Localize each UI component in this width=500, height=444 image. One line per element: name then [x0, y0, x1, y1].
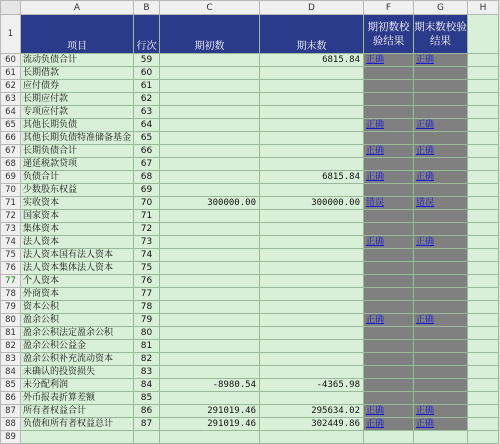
line-number-cell[interactable]: 77: [134, 288, 160, 301]
end-amount-cell[interactable]: [260, 106, 364, 119]
empty-cell[interactable]: [468, 197, 499, 210]
begin-amount-cell[interactable]: [160, 158, 260, 171]
row-number[interactable]: 78: [1, 288, 21, 301]
end-amount-cell[interactable]: 6815.84: [260, 171, 364, 184]
begin-amount-cell[interactable]: 300000.00: [160, 197, 260, 210]
item-name-cell[interactable]: 负债和所有者权益总计: [21, 418, 134, 431]
table-row: [1, 106, 499, 119]
row-number[interactable]: 60: [1, 54, 21, 67]
item-name-cell[interactable]: 其他长期负债特准储备基金: [21, 132, 134, 145]
line-number-cell[interactable]: 63: [134, 106, 160, 119]
empty-cell[interactable]: [468, 184, 499, 197]
end-amount-cell[interactable]: [260, 184, 364, 197]
check-begin-cell[interactable]: [364, 210, 414, 223]
row-number[interactable]: 82: [1, 340, 21, 353]
column-header-a[interactable]: A: [21, 1, 134, 15]
line-number-cell[interactable]: 83: [134, 366, 160, 379]
empty-cell[interactable]: [468, 54, 499, 67]
check-end-cell[interactable]: [414, 392, 468, 405]
check-end-cell[interactable]: 正确: [414, 145, 468, 158]
row-number[interactable]: 79: [1, 301, 21, 314]
begin-amount-cell[interactable]: -8980.54: [160, 379, 260, 392]
begin-amount-cell[interactable]: [160, 119, 260, 132]
begin-amount-cell[interactable]: [160, 327, 260, 340]
row-number[interactable]: 71: [1, 197, 21, 210]
check-end-cell[interactable]: 正确: [414, 54, 468, 67]
end-amount-cell[interactable]: 295634.02: [260, 405, 364, 418]
check-end-cell[interactable]: [414, 431, 468, 444]
line-number-cell[interactable]: 59: [134, 54, 160, 67]
begin-amount-cell[interactable]: [160, 80, 260, 93]
row-number[interactable]: 88: [1, 418, 21, 431]
check-end-cell[interactable]: [414, 210, 468, 223]
item-name-cell[interactable]: 长期应付款: [21, 93, 134, 106]
empty-cell[interactable]: [468, 353, 499, 366]
empty-cell[interactable]: [468, 431, 499, 444]
item-name-cell[interactable]: 流动负债合计: [21, 54, 134, 67]
item-name-cell[interactable]: 外币报表折算差额: [21, 392, 134, 405]
line-number-cell[interactable]: 74: [134, 249, 160, 262]
row-number[interactable]: 89: [1, 431, 21, 444]
item-name-cell[interactable]: 应付债券: [21, 80, 134, 93]
empty-cell[interactable]: [468, 171, 499, 184]
column-header-c[interactable]: C: [160, 1, 260, 15]
begin-amount-cell[interactable]: [160, 145, 260, 158]
end-amount-cell[interactable]: [260, 366, 364, 379]
check-begin-cell[interactable]: 正确: [364, 54, 414, 67]
empty-cell[interactable]: [468, 275, 499, 288]
column-header-h[interactable]: H: [468, 1, 499, 15]
item-name-cell[interactable]: 法人资本集体法人资本: [21, 262, 134, 275]
item-name-cell[interactable]: 递延税款贷项: [21, 158, 134, 171]
check-begin-cell[interactable]: 正确: [364, 171, 414, 184]
check-end-cell[interactable]: 正确: [414, 418, 468, 431]
line-number-cell[interactable]: 82: [134, 353, 160, 366]
end-amount-cell[interactable]: [260, 132, 364, 145]
check-end-cell[interactable]: 正确: [414, 236, 468, 249]
row-number[interactable]: 63: [1, 93, 21, 106]
line-number-cell[interactable]: 78: [134, 301, 160, 314]
row-number[interactable]: 81: [1, 327, 21, 340]
table-row: [1, 158, 499, 171]
item-name-cell[interactable]: 实收资本: [21, 197, 134, 210]
check-end-cell[interactable]: [414, 301, 468, 314]
header-check-begin[interactable]: 期初数校验结果: [364, 15, 414, 54]
row-number[interactable]: 83: [1, 353, 21, 366]
table-row: [1, 197, 499, 210]
check-end-cell[interactable]: [414, 379, 468, 392]
line-number-cell[interactable]: 66: [134, 145, 160, 158]
end-amount-cell[interactable]: 302449.86: [260, 418, 364, 431]
check-end-cell[interactable]: 正确: [414, 171, 468, 184]
table-row: [1, 236, 499, 249]
begin-amount-cell[interactable]: [160, 275, 260, 288]
check-end-cell[interactable]: 正确: [414, 314, 468, 327]
check-end-cell[interactable]: [414, 158, 468, 171]
table-row: [1, 262, 499, 275]
check-end-cell[interactable]: [414, 275, 468, 288]
empty-cell[interactable]: [468, 158, 499, 171]
line-number-cell[interactable]: 86: [134, 405, 160, 418]
begin-amount-cell[interactable]: [160, 431, 260, 444]
check-begin-cell[interactable]: 正确: [364, 405, 414, 418]
begin-amount-cell[interactable]: [160, 54, 260, 67]
check-begin-cell[interactable]: [364, 80, 414, 93]
item-name-cell[interactable]: 少数股东权益: [21, 184, 134, 197]
check-end-cell[interactable]: [414, 223, 468, 236]
check-end-cell[interactable]: [414, 80, 468, 93]
row-number[interactable]: 68: [1, 158, 21, 171]
empty-cell[interactable]: [468, 106, 499, 119]
check-begin-cell[interactable]: [364, 275, 414, 288]
table-row: [1, 249, 499, 262]
check-end-cell[interactable]: [414, 184, 468, 197]
end-amount-cell[interactable]: [260, 145, 364, 158]
end-amount-cell[interactable]: [260, 353, 364, 366]
check-begin-cell[interactable]: [364, 249, 414, 262]
empty-cell[interactable]: [468, 119, 499, 132]
check-begin-cell[interactable]: [364, 431, 414, 444]
table-row: [1, 80, 499, 93]
item-name-cell[interactable]: 专项应付款: [21, 106, 134, 119]
table-row: [1, 171, 499, 184]
end-amount-cell[interactable]: [260, 340, 364, 353]
table-row: [1, 366, 499, 379]
item-name-cell[interactable]: 负债合计: [21, 171, 134, 184]
item-name-cell[interactable]: 集体资本: [21, 223, 134, 236]
end-amount-cell[interactable]: [260, 301, 364, 314]
begin-amount-cell[interactable]: [160, 314, 260, 327]
begin-amount-cell[interactable]: [160, 249, 260, 262]
check-end-cell[interactable]: [414, 340, 468, 353]
table-row: [1, 210, 499, 223]
check-begin-cell[interactable]: 正确: [364, 314, 414, 327]
line-number-cell[interactable]: 79: [134, 314, 160, 327]
table-row: [1, 314, 499, 327]
line-number-cell[interactable]: 73: [134, 236, 160, 249]
begin-amount-cell[interactable]: 291019.46: [160, 405, 260, 418]
end-amount-cell[interactable]: [260, 67, 364, 80]
line-number-cell[interactable]: [134, 431, 160, 444]
check-begin-cell[interactable]: 错误: [364, 197, 414, 210]
item-name-cell[interactable]: 长期借款: [21, 67, 134, 80]
table-row: [1, 93, 499, 106]
line-number-cell[interactable]: 75: [134, 262, 160, 275]
check-end-cell[interactable]: [414, 366, 468, 379]
item-name-cell[interactable]: 法人资本: [21, 236, 134, 249]
check-end-cell[interactable]: 错误: [414, 197, 468, 210]
end-amount-cell[interactable]: -4365.98: [260, 379, 364, 392]
line-number-cell[interactable]: 70: [134, 197, 160, 210]
end-amount-cell[interactable]: [260, 392, 364, 405]
item-name-cell[interactable]: 盈余公积公益金: [21, 340, 134, 353]
empty-cell[interactable]: [468, 236, 499, 249]
begin-amount-cell[interactable]: [160, 210, 260, 223]
check-end-cell[interactable]: [414, 327, 468, 340]
check-end-cell[interactable]: 正确: [414, 405, 468, 418]
line-number-cell[interactable]: 64: [134, 119, 160, 132]
row-number[interactable]: 70: [1, 184, 21, 197]
begin-amount-cell[interactable]: [160, 340, 260, 353]
header-begin[interactable]: 期初数: [160, 15, 260, 54]
line-number-cell[interactable]: 71: [134, 210, 160, 223]
empty-cell[interactable]: [468, 15, 499, 54]
row-number[interactable]: 1: [1, 15, 21, 54]
row-number[interactable]: 65: [1, 119, 21, 132]
empty-cell[interactable]: [468, 132, 499, 145]
row-number[interactable]: 85: [1, 379, 21, 392]
table-row: [1, 327, 499, 340]
column-header-row: [1, 1, 499, 15]
header-line[interactable]: 行次: [134, 15, 160, 54]
item-name-cell[interactable]: 未确认的投资损失: [21, 366, 134, 379]
item-name-cell[interactable]: 资本公积: [21, 301, 134, 314]
check-end-cell[interactable]: [414, 262, 468, 275]
item-name-cell[interactable]: [21, 431, 134, 444]
check-begin-cell[interactable]: [364, 262, 414, 275]
row-number[interactable]: 86: [1, 392, 21, 405]
table-row: [1, 67, 499, 80]
empty-cell[interactable]: [468, 314, 499, 327]
table-row: [1, 132, 499, 145]
table-row: [1, 301, 499, 314]
check-end-cell[interactable]: 正确: [414, 119, 468, 132]
row-number[interactable]: 61: [1, 67, 21, 80]
header-check-end[interactable]: 期末数校验结果: [414, 15, 468, 54]
select-all-corner[interactable]: [1, 1, 21, 15]
check-end-cell[interactable]: [414, 132, 468, 145]
table-row: [1, 431, 499, 444]
check-begin-cell[interactable]: 正确: [364, 145, 414, 158]
end-amount-cell[interactable]: [260, 210, 364, 223]
check-begin-cell[interactable]: [364, 106, 414, 119]
begin-amount-cell[interactable]: [160, 106, 260, 119]
check-begin-cell[interactable]: [364, 93, 414, 106]
begin-amount-cell[interactable]: [160, 301, 260, 314]
end-amount-cell[interactable]: [260, 275, 364, 288]
row-number[interactable]: 76: [1, 262, 21, 275]
empty-cell[interactable]: [468, 145, 499, 158]
empty-cell[interactable]: [468, 379, 499, 392]
line-number-cell[interactable]: 81: [134, 340, 160, 353]
table-row: [1, 392, 499, 405]
check-begin-cell[interactable]: [364, 223, 414, 236]
item-name-cell[interactable]: 未分配利润: [21, 379, 134, 392]
row-number[interactable]: 74: [1, 236, 21, 249]
end-amount-cell[interactable]: [260, 119, 364, 132]
begin-amount-cell[interactable]: [160, 93, 260, 106]
end-amount-cell[interactable]: [260, 249, 364, 262]
check-end-cell[interactable]: [414, 249, 468, 262]
begin-amount-cell[interactable]: [160, 262, 260, 275]
empty-cell[interactable]: [468, 301, 499, 314]
column-header-g[interactable]: G: [414, 1, 468, 15]
row-number[interactable]: 75: [1, 249, 21, 262]
column-header-f[interactable]: F: [364, 1, 414, 15]
begin-amount-cell[interactable]: [160, 288, 260, 301]
table-header-row: [1, 15, 499, 54]
begin-amount-cell[interactable]: [160, 236, 260, 249]
check-end-cell[interactable]: [414, 288, 468, 301]
check-begin-cell[interactable]: [364, 158, 414, 171]
begin-amount-cell[interactable]: [160, 171, 260, 184]
empty-cell[interactable]: [468, 210, 499, 223]
end-amount-cell[interactable]: [260, 236, 364, 249]
begin-amount-cell[interactable]: [160, 392, 260, 405]
check-begin-cell[interactable]: [364, 392, 414, 405]
empty-cell[interactable]: [468, 340, 499, 353]
check-begin-cell[interactable]: [364, 184, 414, 197]
empty-cell[interactable]: [468, 67, 499, 80]
table-row: [1, 145, 499, 158]
check-begin-cell[interactable]: [364, 366, 414, 379]
check-begin-cell[interactable]: 正确: [364, 418, 414, 431]
table-row: [1, 184, 499, 197]
row-number[interactable]: 77: [1, 275, 21, 288]
line-number-cell[interactable]: 76: [134, 275, 160, 288]
row-number[interactable]: 87: [1, 405, 21, 418]
empty-cell[interactable]: [468, 392, 499, 405]
table-row: [1, 405, 499, 418]
header-end[interactable]: 期末数: [260, 15, 364, 54]
check-begin-cell[interactable]: [364, 353, 414, 366]
item-name-cell[interactable]: 个人资本: [21, 275, 134, 288]
empty-cell[interactable]: [468, 418, 499, 431]
end-amount-cell[interactable]: [260, 327, 364, 340]
row-number[interactable]: 62: [1, 80, 21, 93]
line-number-cell[interactable]: 69: [134, 184, 160, 197]
row-number[interactable]: 66: [1, 132, 21, 145]
row-number[interactable]: 69: [1, 171, 21, 184]
empty-cell[interactable]: [468, 262, 499, 275]
end-amount-cell[interactable]: [260, 93, 364, 106]
line-number-cell[interactable]: 62: [134, 93, 160, 106]
check-begin-cell[interactable]: [364, 327, 414, 340]
end-amount-cell[interactable]: [260, 431, 364, 444]
line-number-cell[interactable]: 84: [134, 379, 160, 392]
begin-amount-cell[interactable]: 291019.46: [160, 418, 260, 431]
column-header-d[interactable]: D: [260, 1, 364, 15]
line-number-cell[interactable]: 68: [134, 171, 160, 184]
line-number-cell[interactable]: 85: [134, 392, 160, 405]
table-row: [1, 353, 499, 366]
empty-cell[interactable]: [468, 80, 499, 93]
end-amount-cell[interactable]: 6815.84: [260, 54, 364, 67]
item-name-cell[interactable]: 其他长期负债: [21, 119, 134, 132]
check-begin-cell[interactable]: [364, 301, 414, 314]
item-name-cell[interactable]: 外商资本: [21, 288, 134, 301]
row-number[interactable]: 80: [1, 314, 21, 327]
empty-cell[interactable]: [468, 249, 499, 262]
column-header-b[interactable]: B: [134, 1, 160, 15]
check-begin-cell[interactable]: 正确: [364, 119, 414, 132]
begin-amount-cell[interactable]: [160, 366, 260, 379]
row-number[interactable]: 72: [1, 210, 21, 223]
table-row: [1, 379, 499, 392]
item-name-cell[interactable]: 长期负债合计: [21, 145, 134, 158]
row-number[interactable]: 73: [1, 223, 21, 236]
end-amount-cell[interactable]: [260, 262, 364, 275]
begin-amount-cell[interactable]: [160, 353, 260, 366]
empty-cell[interactable]: [468, 366, 499, 379]
table-row: [1, 288, 499, 301]
end-amount-cell[interactable]: [260, 288, 364, 301]
line-number-cell[interactable]: 65: [134, 132, 160, 145]
check-end-cell[interactable]: [414, 67, 468, 80]
row-number[interactable]: 64: [1, 106, 21, 119]
table-row: [1, 119, 499, 132]
row-number[interactable]: 84: [1, 366, 21, 379]
line-number-cell[interactable]: 80: [134, 327, 160, 340]
begin-amount-cell[interactable]: [160, 67, 260, 80]
line-number-cell[interactable]: 87: [134, 418, 160, 431]
end-amount-cell[interactable]: [260, 158, 364, 171]
table-row: [1, 223, 499, 236]
table-row: [1, 54, 499, 67]
empty-cell[interactable]: [468, 288, 499, 301]
empty-cell[interactable]: [468, 327, 499, 340]
end-amount-cell[interactable]: [260, 314, 364, 327]
line-number-cell[interactable]: 60: [134, 67, 160, 80]
line-number-cell[interactable]: 61: [134, 80, 160, 93]
item-name-cell[interactable]: 盈余公积法定盈余公积: [21, 327, 134, 340]
check-begin-cell[interactable]: [364, 379, 414, 392]
end-amount-cell[interactable]: [260, 223, 364, 236]
item-name-cell[interactable]: 法人资本国有法人资本: [21, 249, 134, 262]
begin-amount-cell[interactable]: [160, 223, 260, 236]
row-number[interactable]: 67: [1, 145, 21, 158]
check-end-cell[interactable]: [414, 93, 468, 106]
empty-cell[interactable]: [468, 223, 499, 236]
table-row: [1, 418, 499, 431]
header-item[interactable]: 项目: [21, 15, 134, 54]
check-begin-cell[interactable]: 正确: [364, 236, 414, 249]
item-name-cell[interactable]: 国家资本: [21, 210, 134, 223]
table-row: [1, 340, 499, 353]
end-amount-cell[interactable]: [260, 80, 364, 93]
check-end-cell[interactable]: [414, 106, 468, 119]
item-name-cell[interactable]: 盈余公积补充流动资本: [21, 353, 134, 366]
check-begin-cell[interactable]: [364, 67, 414, 80]
table-row: [1, 275, 499, 288]
empty-cell[interactable]: [468, 405, 499, 418]
check-begin-cell[interactable]: [364, 340, 414, 353]
check-begin-cell[interactable]: [364, 288, 414, 301]
check-begin-cell[interactable]: [364, 132, 414, 145]
check-end-cell[interactable]: [414, 353, 468, 366]
empty-cell[interactable]: [468, 93, 499, 106]
line-number-cell[interactable]: 67: [134, 158, 160, 171]
item-name-cell[interactable]: 盈余公积: [21, 314, 134, 327]
begin-amount-cell[interactable]: [160, 132, 260, 145]
line-number-cell[interactable]: 72: [134, 223, 160, 236]
begin-amount-cell[interactable]: [160, 184, 260, 197]
item-name-cell[interactable]: 所有者权益合计: [21, 405, 134, 418]
end-amount-cell[interactable]: 300000.00: [260, 197, 364, 210]
